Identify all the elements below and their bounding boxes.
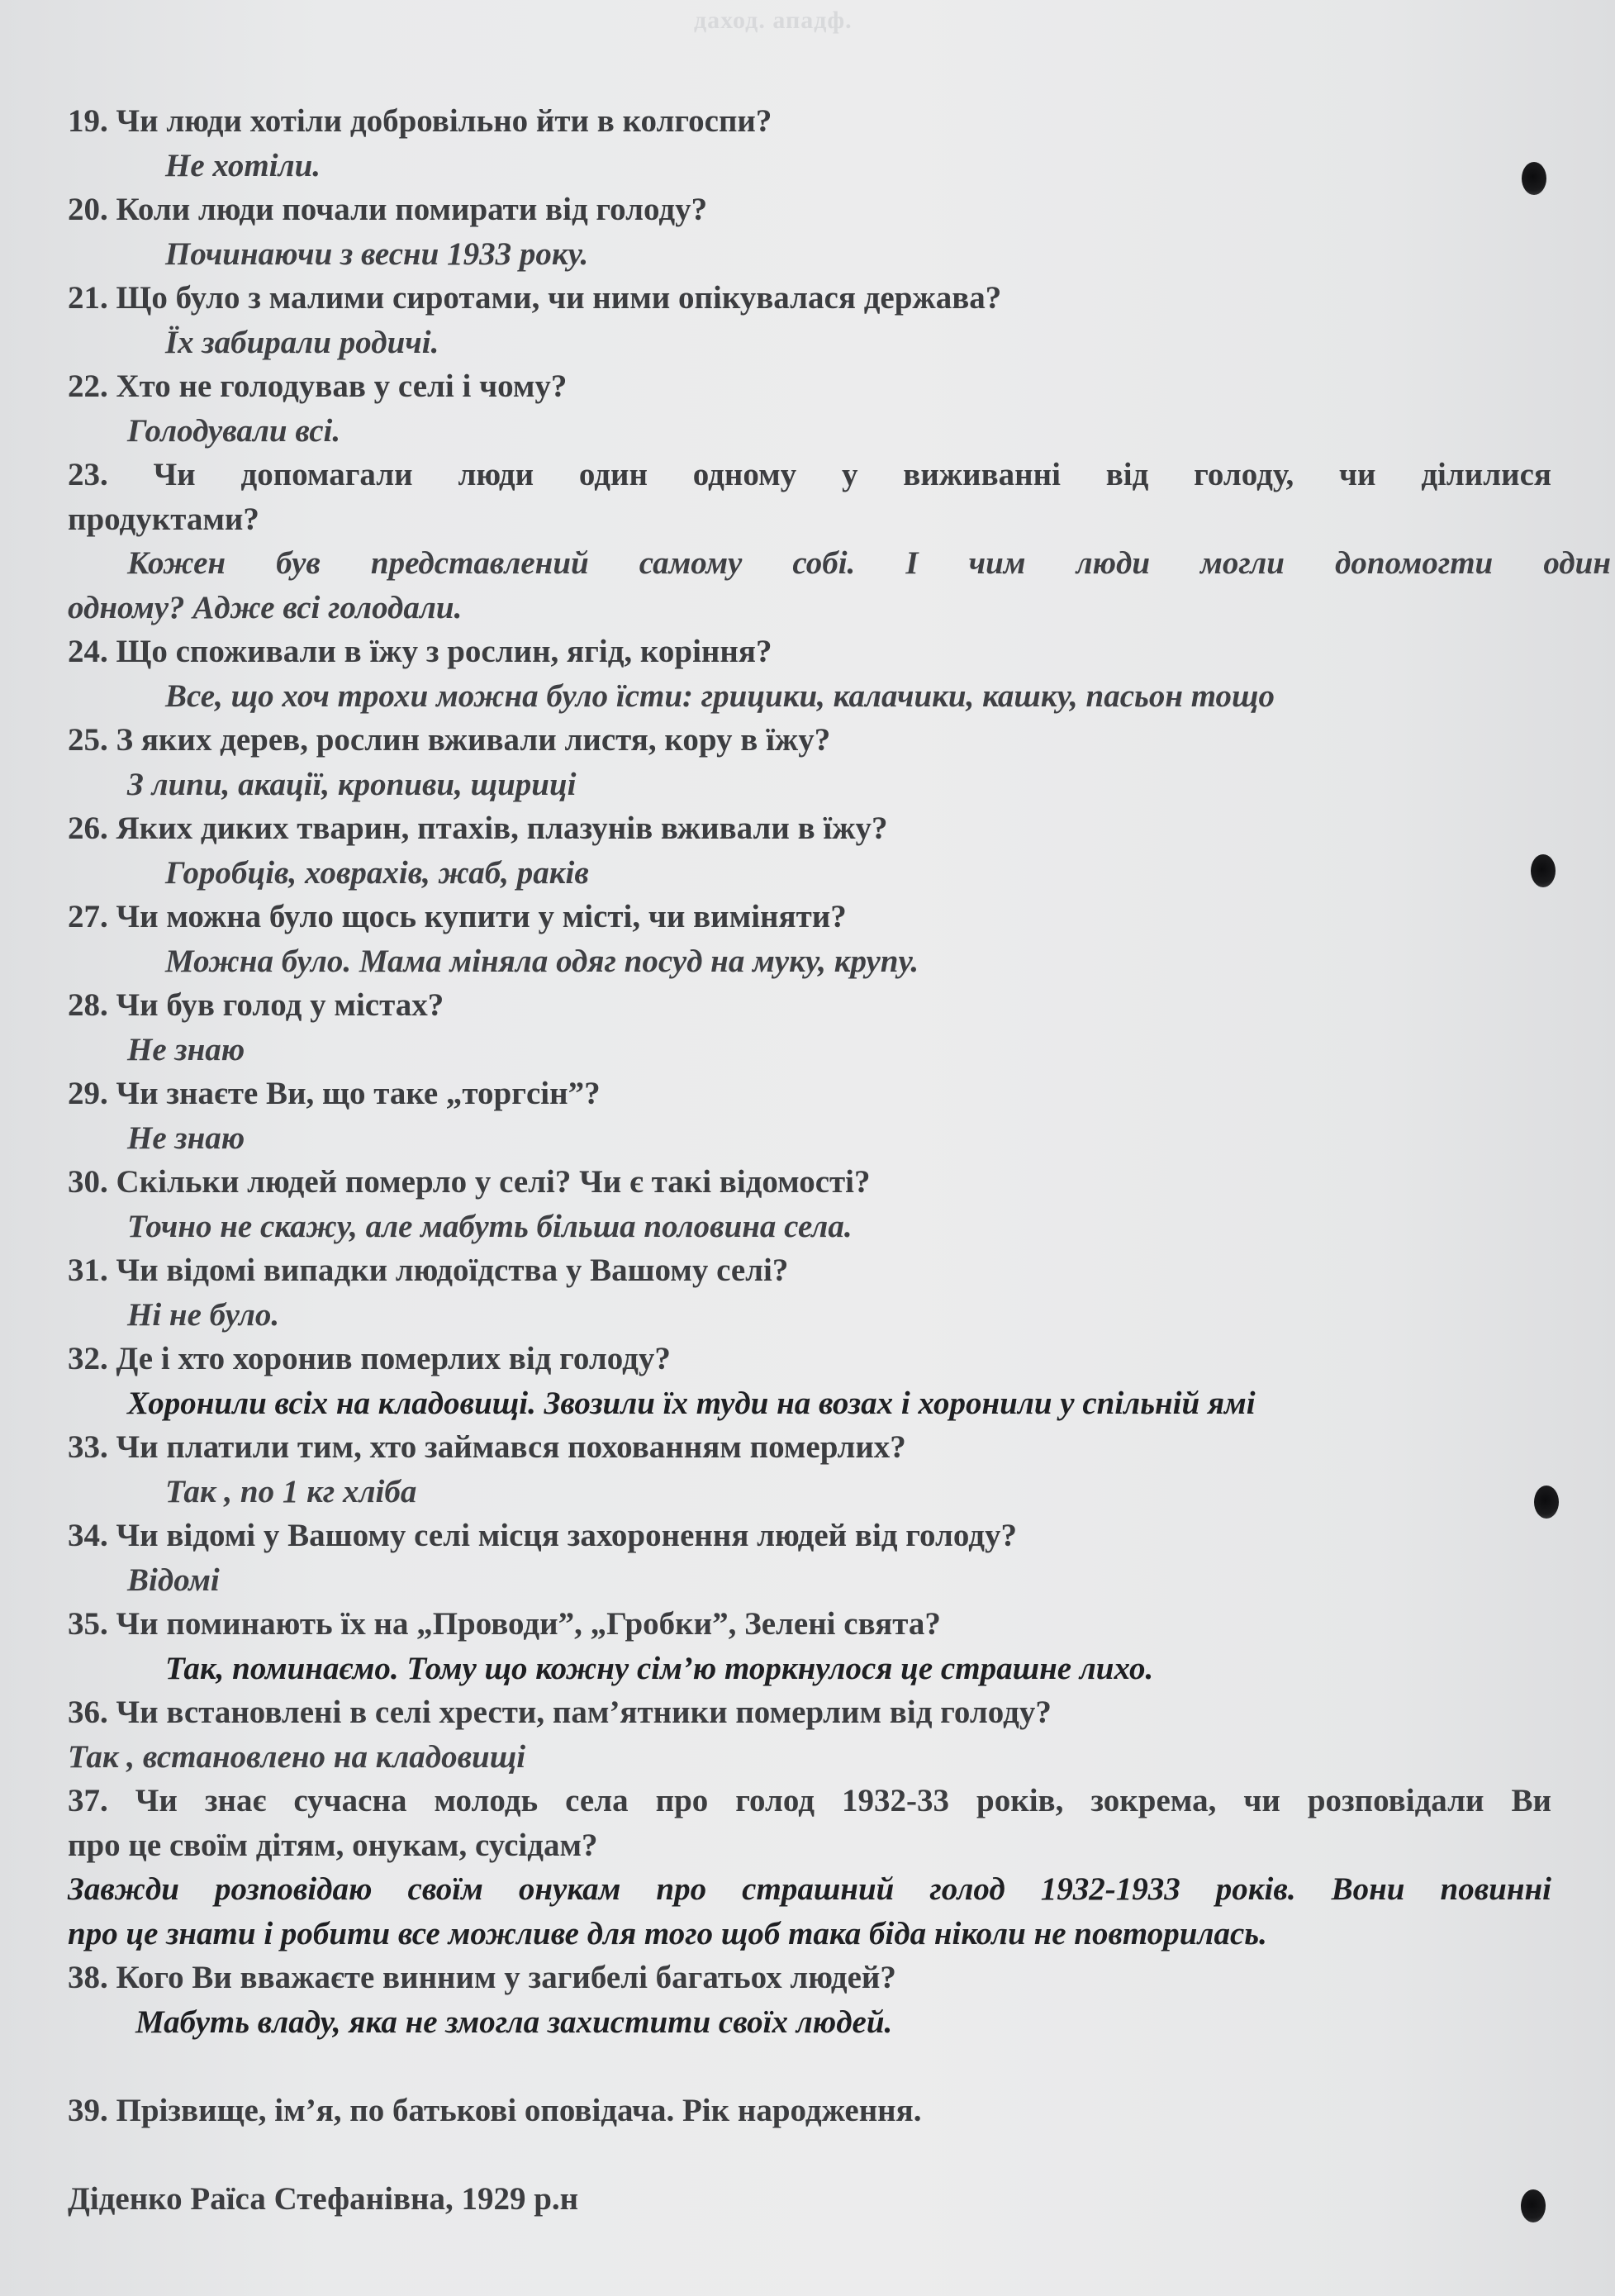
question-line: 39. Прізвище, ім’я, по батькові оповідача. Рік народження. [68, 2092, 922, 2128]
answer-line: Завжди розповідаю своїм онукам про страшний голод 1932-1933 років. Вони повинні [68, 1871, 1551, 1907]
punch-hole-icon [1531, 854, 1556, 887]
answer-line: Кожен був представлений самому собі. І чим люди могли допомогти один [127, 545, 1611, 581]
answer-line: Починаючи з весни 1933 року. [165, 235, 589, 272]
answer-line: Відомі [127, 1562, 220, 1598]
question-line: 26. Яких диких тварин, птахів, плазунів вживали в їжу? [68, 810, 888, 846]
answer-line: Все, що хоч трохи можна було їсти: грицики, калачики, кашку, пасьон тощо [165, 677, 1275, 714]
question-line: 24. Що споживали в їжу з рослин, ягід, коріння? [68, 634, 772, 669]
answer-line: Їх забирали родичі. [165, 324, 439, 360]
questionnaire-body [68, 99, 1611, 2221]
question-line: 30. Скільки людей померло у селі? Чи є такі відомості? [68, 1164, 871, 1200]
question-line: 20. Коли люди почали помирати від голоду? [68, 192, 708, 227]
question-line: 23. Чи допомагали люди один одному у виживанні від голоду, чи ділилися [68, 457, 1551, 492]
question-line: 29. Чи знаєте Ви, що таке „торгсін”? [68, 1076, 601, 1111]
answer-line: Не знаю [127, 1119, 245, 1156]
question-line: 22. Хто не голодував у селі і чому? [68, 368, 568, 404]
blank-line [68, 2044, 1555, 2089]
question-line: 34. Чи відомі у Вашому селі місця захоронення людей від голоду? [68, 1518, 1017, 1553]
question-line: 37. Чи знає сучасна молодь села про голод 1932-33 років, зокрема, чи розповідали Ви [68, 1783, 1551, 1818]
question-line: 21. Що було з малими сиротами, чи ними опікувалася держава? [68, 280, 1002, 316]
faded-header-text: даход. ападф. [694, 7, 853, 34]
question-line: 32. Де і хто хоронив померлих від голоду? [68, 1341, 671, 1376]
punch-hole-icon [1521, 2189, 1546, 2222]
answer-line: Не хотіли. [165, 147, 321, 183]
punch-hole-icon [1534, 1486, 1559, 1519]
answer-line: Так, поминаємо. Тому що кожну сім’ю торкнулося це страшне лихо. [165, 1650, 1154, 1686]
question-line: 27. Чи можна було щось купити у місті, чи виміняти? [68, 899, 847, 934]
answer-line: З липи, акації, кропиви, щириці [127, 766, 577, 802]
question-line: 33. Чи платили тим, хто займався похованням померлих? [68, 1429, 906, 1465]
question-line: 35. Чи поминають їх на „Проводи”, „Гробки”, Зелені свята? [68, 1606, 941, 1642]
answer-line: Хоронили всіх на кладовищі. Звозили їх туди на возах і хоронили у спільній ямі [127, 1385, 1256, 1421]
question-line: 31. Чи відомі випадки людоїдства у Вашому селі? [68, 1253, 789, 1288]
answer-line: Голодували всі. [127, 412, 341, 449]
answer-line: Можна було. Мама міняла одяг посуд на муку, крупу. [165, 943, 919, 979]
question-line: продуктами? [68, 501, 259, 537]
answer-line: Мабуть владу, яка не змогла захистити своїх людей. [135, 2004, 893, 2040]
question-line: 25. З яких дерев, рослин вживали листя, кору в їжу? [68, 722, 831, 758]
question-line: 36. Чи встановлені в селі хрести, пам’ятники померлим від голоду? [68, 1695, 1052, 1730]
answer-line: Горобців, ховрахів, жаб, раків [165, 854, 589, 891]
answer-line: одному? Адже всі голодали. [68, 589, 463, 625]
answer-line: Так , встановлено на кладовищі [68, 1738, 526, 1775]
answer-line: Так , по 1 кг хліба [165, 1473, 417, 1509]
answer-line: Точно не скажу, але мабуть більша половина села. [127, 1208, 853, 1244]
punch-hole-icon [1522, 162, 1546, 195]
question-line: 28. Чи був голод у містах? [68, 987, 444, 1023]
answer-line: про це знати і робити все можливе для того щоб така біда ніколи не повторилась. [68, 1915, 1267, 1951]
answer-line: Не знаю [127, 1031, 245, 1067]
question-line: 38. Кого Ви вважаєте винним у загибелі багатьох людей? [68, 1960, 896, 1995]
answer-line: Ні не було. [127, 1296, 280, 1333]
question-line: про це своїм дітям, онукам, сусідам? [68, 1827, 598, 1863]
question-line: Діденко Раїса Стефанівна, 1929 р.н [68, 2180, 579, 2217]
question-line: 19. Чи люди хотіли добровільно йти в колгоспи? [68, 103, 772, 139]
blank-line [68, 2132, 1555, 2177]
